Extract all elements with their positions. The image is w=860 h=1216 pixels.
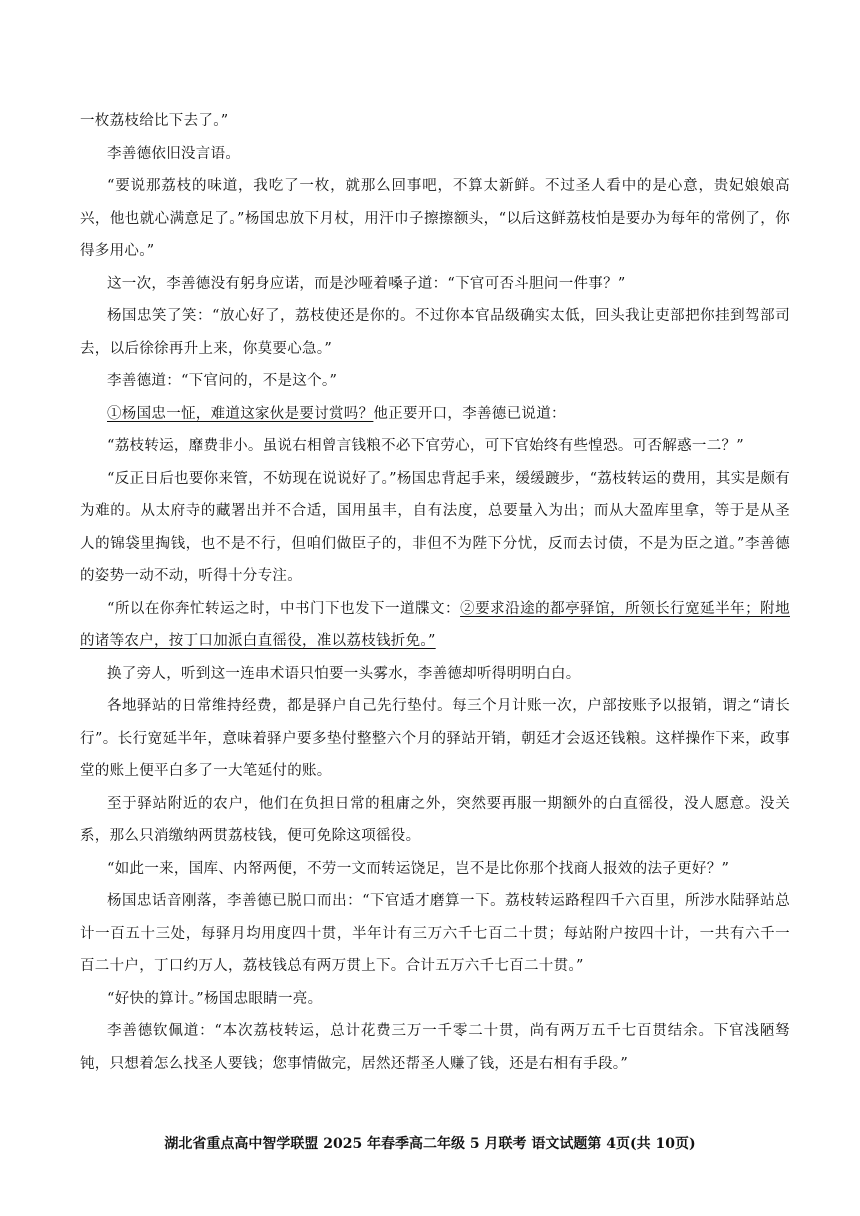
- paragraph-1: 一枚荔枝给比下去了。”: [80, 113, 229, 129]
- paragraph-16: “好快的算计。”杨国忠眼睛一亮。: [107, 990, 323, 1007]
- paragraph-13: 至于驿站附近的农户，他们在负担日常的租庸之外，突然要再服一期额外的白直徭役，没人愿意。没关系，那么只消缴纳两贯荔枝钱，便可免除这项徭役。: [80, 795, 790, 844]
- underlined-sentence-1: ①杨国忠一怔，难道这家伙是要讨赏吗？: [107, 405, 374, 422]
- paragraph-4: 这一次，李善德没有躬身应诺，而是沙哑着嗓子道：“下官可否斗胆问一件事？”: [107, 275, 626, 292]
- paragraph-10: “所以在你奔忙转运之时，中书门下也发下一道牒文：②要求沿途的都亭驿馆，所领长行宽延半年；附地的诸等农户，按丁口加派白直徭役，准以荔枝钱折免。”: [80, 600, 790, 649]
- paragraph-15: 杨国忠话音刚落，李善德已脱口而出：“下官适才磨算一下。荔枝转运路程四千六百里，所涉水陆驿站总计一百五十三处，每驿月均用度四十贯，半年计有三万六千七百二十贯；每站附户按四十计，一共有六千一百二十户，丁口约万人，荔枝钱总有两万贯上下。合计五万六千七百二十贯。”: [80, 893, 790, 974]
- paragraph-8: “荔枝转运，靡费非小。虽说右相曾言钱粮不必下官劳心，可下官始终有些惶恐。可否解惑一二？”: [107, 438, 745, 454]
- paragraph-11: 换了旁人，听到这一连串术语只怕要一头雾水，李善德却听得明明白白。: [107, 665, 581, 682]
- paragraph-2: 李善德依旧没言语。: [107, 145, 241, 162]
- article-body: [80, 105, 790, 1080]
- paragraph-3: “要说那荔枝的味道，我吃了一枚，就那么回事吧，不算太新鲜。不过圣人看中的是心意，贵妃娘娘高兴，他也就心满意足了。”杨国忠放下月杖，用汗巾子擦擦额头，“以后这鲜荔枝怕是要办为每年的常例了，你得多用心。”: [80, 178, 790, 259]
- underlined-sentence-2: ②要求沿途的都亭驿馆，所领长行宽延半年；附地的诸等农户，按丁口加派白直徭役，准以荔枝钱折免。”: [80, 600, 790, 649]
- paragraph-5: 杨国忠笑了笑：“放心好了，荔枝使还是你的。不过你本官品级确实太低，回头我让吏部把你挂到驾部司去，以后徐徐再升上来，你莫要心急。”: [80, 308, 790, 357]
- paragraph-14: “如此一来，国库、内帑两便，不劳一文而转运饶足，岂不是比你那个找商人报效的法子更好？”: [107, 860, 730, 877]
- paragraph-7: ①杨国忠一怔，难道这家伙是要讨赏吗？他正要开口，李善德已说道：: [107, 405, 566, 422]
- paragraph-12: 各地驿站的日常维持经费，都是驿户自己先行垫付。每三个月计账一次，户部按账予以报销，谓之“请长行”。长行宽延半年，意味着驿户要多垫付整整六个月的驿站开销，朝廷才会返还钱粮。这样操作下来，政事堂的账上便平白多了一大笔延付的账。: [80, 698, 790, 779]
- paragraph-17: 李善德钦佩道：“本次荔枝转运，总计花费三万一千零二十贯，尚有两万五千七百贯结余。下官浅陋驽钝，只想着怎么找圣人要钱；您事情做完，居然还帮圣人赚了钱，还是右相有手段。”: [80, 1023, 790, 1072]
- paragraph-9: “反正日后也要你来管，不妨现在说说好了。”杨国忠背起手来，缓缓踱步，“荔枝转运的费用，其实是颇有为难的。从太府寺的藏署出并不合适，国用虽丰，自有法度，总要量入为出；而从大盈库里拿，等于是从圣人的锦袋里掏钱，也不是不行，但咱们做臣子的，非但不为陛下分忧，反而去讨债，不是为臣之道。”李善德的姿势一动不动，听得十分专注。: [80, 470, 790, 584]
- paragraph-6: 李善德道：“下官问的，不是这个。”: [107, 373, 338, 389]
- page-footer: 湖北省重点高中智学联盟 2025 年春季高二年级 5 月联考 语文试题第 4页(共 10页): [164, 1136, 696, 1152]
